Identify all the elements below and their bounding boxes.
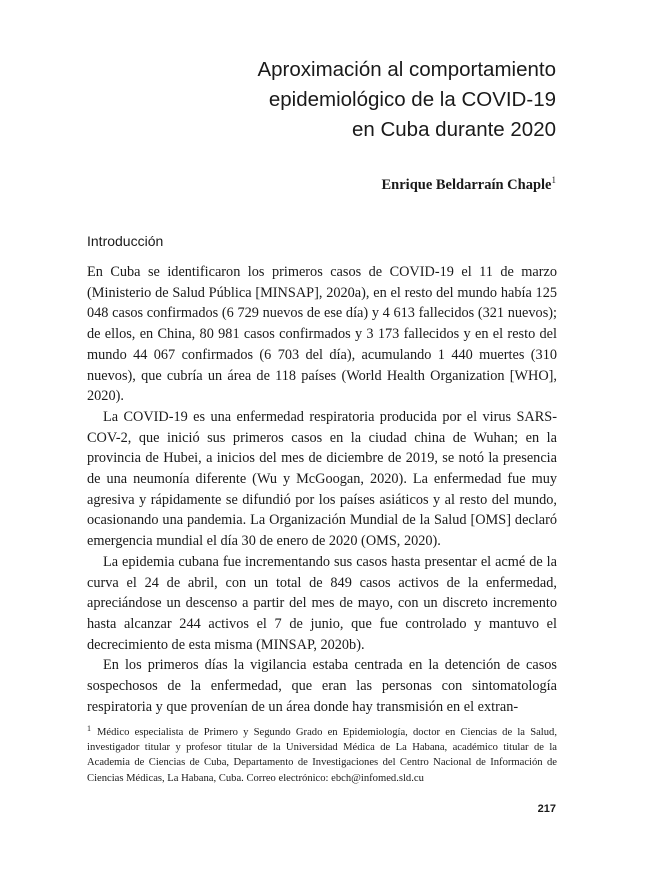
chapter-title xyxy=(136,55,556,145)
chapter-title-line-2: epidemiológico de la COVID-19 xyxy=(268,88,556,111)
body-text xyxy=(87,262,557,717)
paragraph: La COVID-19 es una enfermedad respiratoria producida por el virus SARS-COV-2, que inició sus primeros casos en la ciudad china de Wuhan; en la provincia de Hubei, a inicios del mes de diciembre de 2019, se notó la presencia de una neumonía diferente (Wu y McGoogan, 2020). La enfermedad fue muy agresiva y rápidamente se difundió por los países asiáticos y al resto del mundo, ocasionando una pandemia. La Organización Mundial de la Salud [OMS] declaró emergencia mundial el día 30 de enero de 2020 (OMS, 2020). xyxy=(87,408,557,550)
footnote-marker: 1 xyxy=(87,724,91,733)
paragraph: En los primeros días la vigilancia estaba centrada en la detención de casos sospechosos de la enfermedad, que eran las personas con sintomatología respiratoria y que provenían de un área donde hay transmisión en el extran- xyxy=(87,657,557,715)
author-footnote-marker: 1 xyxy=(551,175,556,185)
paragraph: La epidemia cubana fue incrementando sus casos hasta presentar el acmé de la curva el 24 de abril, con un total de 849 casos activos de la enfermedad, apreciándose un descenso a partir del mes de mayo, con un discreto incremento hasta alcanzar 244 activos el 7 de junio, que fue controlado y mantuvo el decrecimiento de esta misma (MINSAP, 2020b). xyxy=(87,553,557,653)
page-number: 217 xyxy=(537,803,556,815)
footnote xyxy=(87,721,557,786)
footnote-text: Médico especialista de Primero y Segundo Grado en Epidemiología, doctor en Ciencias de la Salud, investigador titular y profesor titular de la Universidad Médica de La Habana, académico titular de la Academia de Ciencias de Cuba, Departamento de Investigaciones del Centro Nacional de Información de Ciencias Médicas, La Habana, Cuba. Correo electrónico: ebch@infomed.sld.cu xyxy=(87,727,557,784)
chapter-title-line-3: en Cuba durante 2020 xyxy=(351,118,556,141)
section-heading: Introducción xyxy=(87,233,164,249)
paragraph: En Cuba se identificaron los primeros casos de COVID-19 el 11 de marzo (Ministerio de Salud Pública [MINSAP], 2020a), en el resto del mundo había 125 048 casos confirmados (6 729 nuevos de ese día) y 4 613 fallecidos (321 nuevos); de ellos, en China, 80 981 casos confirmados y 3 173 fallecidos y en el resto del mundo 44 067 confirmados (6 703 del día), acumulando 1 440 muertes (310 nuevos), que cubría un área de 118 países (World Health Organization [WHO], 2020). xyxy=(87,264,557,405)
author-line xyxy=(382,175,557,194)
author-name: Enrique Beldarraín Chaple xyxy=(381,177,552,193)
chapter-title-line-1: Aproximación al comportamiento xyxy=(257,58,556,81)
